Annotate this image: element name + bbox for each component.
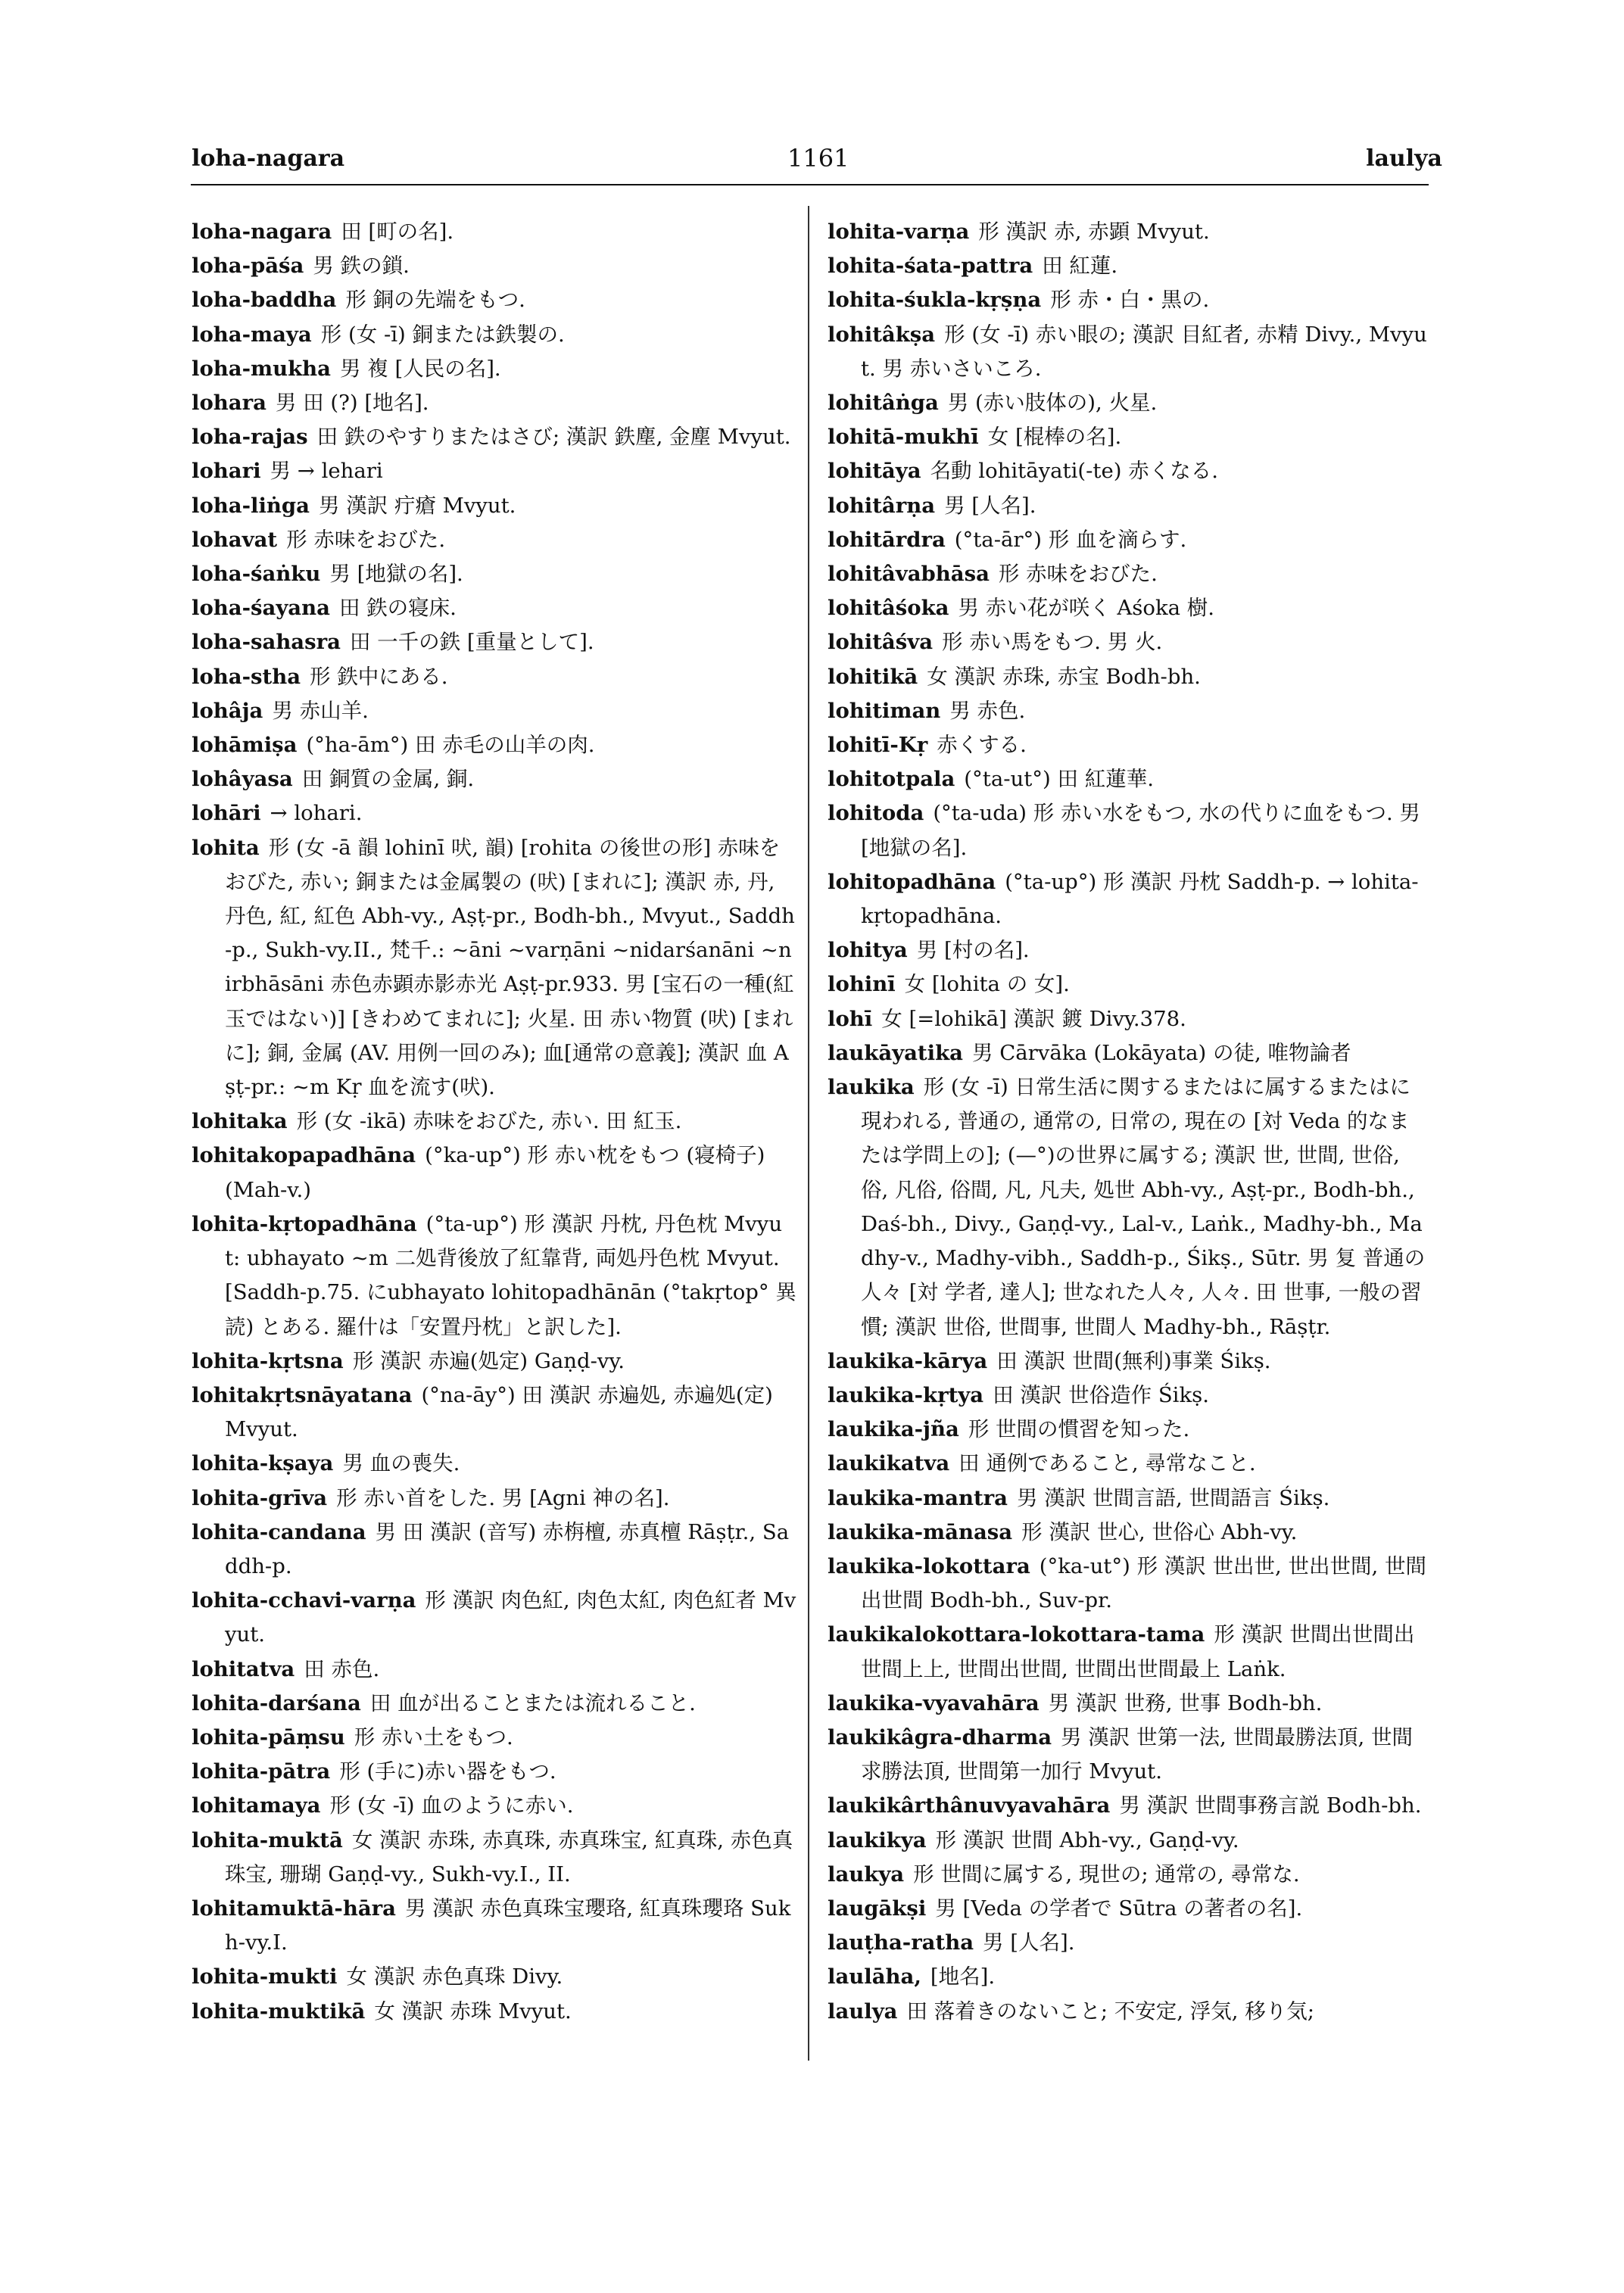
dictionary-entry bbox=[192, 1653, 797, 1687]
entry-headword: lohita-varṇa bbox=[828, 220, 970, 244]
dictionary-entry bbox=[192, 215, 797, 249]
entry-definition: 男 赤色. bbox=[949, 698, 1026, 723]
entry-headword: laukika-lokottara bbox=[828, 1553, 1030, 1578]
entry-headword: lohinī bbox=[828, 972, 896, 997]
entry-definition: 男 田 漢訳 (音写) 赤栴檀, 赤真檀 Rāṣṭr., Saddh-p. bbox=[225, 1519, 790, 1578]
entry-headword: laukāyatika bbox=[828, 1040, 963, 1065]
dictionary-entry bbox=[192, 318, 797, 352]
entry-headword: laukikya bbox=[828, 1827, 927, 1852]
dictionary-entry bbox=[192, 1824, 797, 1892]
dictionary-entry bbox=[828, 523, 1429, 557]
entry-definition: 形 赤い首をした. 男 [Agni 神の名]. bbox=[336, 1485, 670, 1510]
entry-definition: 形 赤味をおびた. bbox=[998, 562, 1158, 587]
dictionary-entry bbox=[828, 454, 1429, 488]
entry-headword: lohita-grīva bbox=[192, 1485, 328, 1510]
entry-definition: 形 赤い土をもつ. bbox=[354, 1724, 513, 1749]
dictionary-entry bbox=[192, 386, 797, 420]
dictionary-entry bbox=[192, 420, 797, 454]
entry-headword: laugākṣi bbox=[828, 1896, 927, 1921]
dictionary-entry bbox=[828, 1516, 1429, 1550]
entry-definition: (°ka-up°) 形 赤い枕をもつ (寝椅子) (Mah-v.) bbox=[225, 1143, 765, 1202]
entry-headword: loha-śaṅku bbox=[192, 562, 321, 587]
entry-definition: 男 [人名]. bbox=[983, 1930, 1075, 1955]
dictionary-entry bbox=[828, 386, 1429, 420]
dictionary-entry bbox=[828, 283, 1429, 317]
entry-definition: 名動 lohitāyati(-te) 赤くなる. bbox=[930, 459, 1218, 484]
entry-headword: lohita-pāṃsu bbox=[192, 1724, 345, 1749]
entry-headword: loha-rajas bbox=[192, 425, 308, 450]
entry-definition: 男 [人名]. bbox=[944, 493, 1036, 518]
entry-headword: lohitā-mukhī bbox=[828, 425, 979, 450]
entry-headword: loha-baddha bbox=[192, 288, 337, 313]
dictionary-entry bbox=[192, 1584, 797, 1652]
entry-definition: 女 漢訳 赤珠, 赤宝 Bodh-bh. bbox=[927, 664, 1201, 689]
entry-definition: 女 漢訳 赤珠 Mvyut. bbox=[374, 1999, 572, 2024]
dictionary-entry bbox=[192, 1207, 797, 1344]
entry-headword: lohitâvabhāsa bbox=[828, 562, 990, 587]
entry-definition: 田 紅蓮. bbox=[1042, 254, 1118, 279]
dictionary-entry bbox=[828, 1892, 1429, 1926]
dictionary-entry bbox=[828, 694, 1429, 728]
entry-definition: 男 漢訳 世間言語, 世間語言 Śikṣ. bbox=[1016, 1485, 1330, 1510]
entry-headword: laukikâgra-dharma bbox=[828, 1724, 1052, 1749]
entry-definition: (°ta-ut°) 田 紅蓮華. bbox=[964, 767, 1154, 792]
dictionary-entry bbox=[192, 831, 797, 1105]
dictionary-entry bbox=[192, 1789, 797, 1823]
entry-headword: laulāha, bbox=[828, 1964, 921, 1989]
entry-headword: lohitikā bbox=[828, 664, 918, 689]
entry-headword: loha-mukha bbox=[192, 356, 331, 381]
entry-headword: lohari bbox=[192, 459, 261, 484]
entry-definition: 形 赤い馬をもつ. 男 火. bbox=[942, 630, 1163, 655]
entry-headword: laukya bbox=[828, 1862, 905, 1886]
dictionary-entry bbox=[192, 1721, 797, 1755]
entry-headword: lohitāya bbox=[828, 459, 921, 484]
entry-headword: lohita-muktā bbox=[192, 1827, 343, 1852]
left-column bbox=[192, 215, 797, 2029]
dictionary-entry bbox=[828, 1995, 1429, 2029]
entry-headword: lohitya bbox=[828, 938, 908, 963]
entry-headword: laulya bbox=[828, 1999, 898, 2024]
entry-headword: lohitoda bbox=[828, 801, 924, 826]
entry-headword: lohitotpala bbox=[828, 767, 955, 792]
entry-headword: lohitâśoka bbox=[828, 596, 949, 621]
dictionary-entry bbox=[828, 933, 1429, 967]
entry-headword: lohita-darśana bbox=[192, 1690, 361, 1715]
entry-headword: lohita-kṛtsna bbox=[192, 1348, 344, 1373]
dictionary-entry bbox=[828, 1687, 1429, 1721]
dictionary-entry bbox=[192, 762, 797, 796]
entry-headword: loha-liṅga bbox=[192, 493, 310, 518]
column-divider bbox=[808, 206, 809, 2061]
dictionary-entry bbox=[828, 489, 1429, 523]
dictionary-entry bbox=[192, 454, 797, 488]
dictionary-entry bbox=[828, 215, 1429, 249]
dictionary-entry bbox=[192, 1379, 797, 1447]
dictionary-entry bbox=[192, 796, 797, 830]
entry-definition: 男 [地獄の名]. bbox=[329, 562, 463, 587]
dictionary-entry bbox=[828, 1344, 1429, 1379]
entry-headword: laukika bbox=[828, 1075, 915, 1100]
entry-headword: lohâja bbox=[192, 698, 263, 723]
entry-definition: 形 (女 -ī) 血のように赤い. bbox=[329, 1793, 574, 1818]
entry-definition: 形 (女 -ī) 銅または鉄製の. bbox=[320, 322, 565, 347]
entry-definition: 男 漢訳 世第一法, 世間最勝法頂, 世間求勝法頂, 世間第一加行 Mvyut. bbox=[861, 1724, 1413, 1784]
entry-headword: lohitâṅga bbox=[828, 391, 939, 416]
dictionary-entry bbox=[828, 318, 1429, 386]
entry-headword: laukika-jña bbox=[828, 1417, 959, 1442]
entry-definition: 男 複 [人民の名]. bbox=[339, 356, 501, 381]
dictionary-entry bbox=[828, 1721, 1429, 1789]
dictionary-entry bbox=[828, 1926, 1429, 1960]
dictionary-entry bbox=[828, 1618, 1429, 1686]
entry-headword: lohita-kṣaya bbox=[192, 1451, 334, 1476]
entry-definition: 男 Cārvāka (Lokāyata) の徒, 唯物論者 bbox=[971, 1040, 1351, 1065]
dictionary-entry bbox=[828, 1447, 1429, 1481]
dictionary-entry bbox=[192, 728, 797, 762]
dictionary-entry bbox=[828, 865, 1429, 933]
dictionary-entry bbox=[828, 1379, 1429, 1413]
page-number: 1161 bbox=[787, 144, 849, 173]
entry-headword: loha-maya bbox=[192, 322, 312, 347]
entry-headword: lohitârṇa bbox=[828, 493, 936, 518]
dictionary-entry bbox=[192, 1481, 797, 1516]
entry-headword: laukika-mānasa bbox=[828, 1519, 1013, 1544]
entry-headword: lohitatva bbox=[192, 1656, 295, 1681]
entry-definition: 田 落着きのないこと; 不安定, 浮気, 移り気; bbox=[906, 1999, 1314, 2024]
entry-headword: loha-sahasra bbox=[192, 630, 341, 655]
dictionary-entry bbox=[828, 1789, 1429, 1823]
entry-definition: 田 通例であること, 尋常なこと. bbox=[959, 1451, 1256, 1476]
dictionary-entry bbox=[828, 660, 1429, 694]
dictionary-entry bbox=[192, 1447, 797, 1481]
entry-definition: 女 漢訳 赤色真珠 Divy. bbox=[346, 1964, 563, 1989]
entry-headword: lohita bbox=[192, 835, 260, 860]
entry-definition: 男 鉄の鎖. bbox=[313, 254, 410, 279]
entry-definition: → lohari. bbox=[270, 801, 363, 826]
entry-definition: (°na-āy°) 田 漢訳 赤遍処, 赤遍処(定) Mvyut. bbox=[225, 1382, 773, 1442]
entry-definition: 形 世間に属する, 現世の; 通常の, 尋常な. bbox=[913, 1862, 1300, 1886]
dictionary-entry bbox=[828, 591, 1429, 625]
dictionary-entry bbox=[828, 1481, 1429, 1516]
dictionary-entry bbox=[192, 1344, 797, 1379]
header-rule bbox=[191, 184, 1429, 185]
entry-definition: 男 漢訳 赤色真珠宝瓔珞, 紅真珠瓔珞 Sukh-vy.I. bbox=[225, 1896, 791, 1955]
entry-definition: 男 漢訳 世務, 世事 Bodh-bh. bbox=[1048, 1690, 1323, 1715]
entry-headword: loha-nagara bbox=[192, 220, 332, 244]
dictionary-entry bbox=[828, 967, 1429, 1002]
entry-definition: 田 一千の鉄 [重量として]. bbox=[349, 630, 594, 655]
running-head-right: laulya bbox=[1366, 145, 1442, 172]
dictionary-entry bbox=[192, 694, 797, 728]
dictionary-entry bbox=[192, 352, 797, 386]
entry-headword: lohitaka bbox=[192, 1109, 288, 1134]
entry-headword: loha-pāśa bbox=[192, 254, 304, 279]
entry-definition: 男 [Veda の学者で Sūtra の著者の名]. bbox=[935, 1896, 1303, 1921]
entry-definition: (°ta-uda) 形 赤い水をもつ, 水の代りに血をもつ. 男 [地獄の名]. bbox=[861, 801, 1420, 860]
dictionary-entry bbox=[192, 489, 797, 523]
entry-headword: loha-stha bbox=[192, 664, 301, 689]
entry-definition: 形 漢訳 赤遍(処定) Gaṇḍ-vy. bbox=[352, 1348, 625, 1373]
entry-definition: 男 → lehari bbox=[270, 459, 383, 484]
entry-definition: 形 (女 -ī) 日常生活に関するまたはに属するまたはに現われる, 普通の, 通常の, 日常の, 現在の [対 Veda 的なまたは学問上の]; (—°)の世界に属する; 漢訳 世, 世間, 世俗, 俗, 凡俗, 俗間, 凡, 凡夫, 処世 Abh-vy., Aṣṭ-pr., Bodh-bh., Daś-bh., Divy., Gaṇḍ-vy., Lal-v., Laṅk., Madhy-bh., Madhy-v., Madhy-vibh., Saddh-p., Śikṣ., Sūtr. 男 复 普通の人々 [対 学者, 達人]; 世なれた人々, 人々. 田 世事, 一般の習慣; 漢訳 世俗, 世間事, 世間人 Madhy-bh., Rāṣṭr. bbox=[861, 1075, 1426, 1339]
entry-headword: lauṭha-ratha bbox=[828, 1930, 974, 1955]
entry-definition: 形 漢訳 世心, 世俗心 Abh-vy. bbox=[1021, 1519, 1298, 1544]
entry-headword: lohitiman bbox=[828, 698, 941, 723]
entry-definition: 形 漢訳 肉色紅, 肉色太紅, 肉色紅者 Mvyut. bbox=[225, 1588, 796, 1647]
dictionary-entry bbox=[828, 625, 1429, 659]
dictionary-entry bbox=[192, 1892, 797, 1960]
dictionary-entry bbox=[192, 660, 797, 694]
entry-headword: lohita-śukla-kṛṣṇa bbox=[828, 288, 1042, 313]
dictionary-entry bbox=[192, 1755, 797, 1789]
entry-definition: 男 (赤い肢体の), 火星. bbox=[947, 391, 1158, 416]
entry-definition: (°ta-ār°) 形 血を滴らす. bbox=[954, 527, 1187, 552]
entry-headword: lohita-candana bbox=[192, 1519, 366, 1544]
entry-definition: (°ta-up°) 形 漢訳 丹枕 Saddh-p. → lohita-kṛtopadhāna. bbox=[861, 869, 1419, 929]
entry-headword: lohitâkṣa bbox=[828, 322, 936, 347]
entry-definition: 形 銅の先端をもつ. bbox=[345, 288, 525, 313]
entry-definition: (°ka-ut°) 形 漢訳 世出世, 世出世間, 世間出世間 Bodh-bh., Suv-pr. bbox=[861, 1553, 1427, 1613]
dictionary-entry bbox=[192, 1139, 797, 1207]
dictionary-entry bbox=[192, 1104, 797, 1139]
entry-headword: lohāmiṣa bbox=[192, 733, 298, 758]
entry-headword: laukika-vyavahāra bbox=[828, 1690, 1040, 1715]
entry-headword: lohitâśva bbox=[828, 630, 934, 655]
entry-definition: 田 銅質の金属, 銅. bbox=[301, 767, 475, 792]
entry-headword: laukika-kṛtya bbox=[828, 1382, 984, 1407]
dictionary-entry bbox=[828, 1858, 1429, 1892]
dictionary-entry bbox=[192, 249, 797, 283]
entry-definition: (°ha-ām°) 田 赤毛の山羊の肉. bbox=[306, 733, 595, 758]
dictionary-entry bbox=[192, 523, 797, 557]
entry-definition: 形 漢訳 赤, 赤顕 Mvyut. bbox=[978, 220, 1210, 244]
entry-headword: lohita-kṛtopadhāna bbox=[192, 1211, 417, 1236]
entry-definition: 形 鉄中にある. bbox=[310, 664, 448, 689]
entry-headword: lohita-pātra bbox=[192, 1759, 331, 1784]
entry-definition: 形 (女 -ī) 赤い眼の; 漢訳 目紅者, 赤精 Divy., Mvyut. 男 赤いさいころ. bbox=[861, 322, 1427, 381]
entry-definition: 女 [棍棒の名]. bbox=[987, 425, 1122, 450]
dictionary-entry bbox=[828, 420, 1429, 454]
entry-definition: (°ta-up°) 形 漢訳 丹枕, 丹色枕 Mvyut: ubhayato ~m 二処背後放了紅靠背, 両処丹色枕 Mvyut. [Saddh-p.75. にubhayato lohitopadhānān (°takṛtop° 異読) とある. 羅什は「安置丹枕」と訳した]. bbox=[225, 1211, 796, 1339]
entry-definition: 形 世間の慣習を知った. bbox=[968, 1417, 1190, 1442]
dictionary-entry bbox=[192, 1516, 797, 1584]
entry-definition: 女 [lohita の 女]. bbox=[904, 972, 1070, 997]
entry-headword: lohâyasa bbox=[192, 767, 293, 792]
dictionary-entry bbox=[192, 557, 797, 591]
dictionary-entry bbox=[192, 1995, 797, 2029]
entry-headword: lohita-mukti bbox=[192, 1964, 338, 1989]
dictionary-entry bbox=[192, 1687, 797, 1721]
entry-definition: 田 [町の名]. bbox=[341, 220, 454, 244]
dictionary-entry bbox=[828, 796, 1429, 865]
entry-definition: 田 血が出ることまたは流れること. bbox=[369, 1690, 696, 1715]
entry-headword: lohara bbox=[192, 391, 267, 416]
entry-headword: lohitī-Kṛ bbox=[828, 733, 928, 758]
entry-headword: lohitopadhāna bbox=[828, 869, 996, 894]
entry-headword: laukikalokottara-lokottara-tama bbox=[828, 1622, 1205, 1647]
entry-definition: [地名]. bbox=[930, 1964, 996, 1989]
entry-definition: 田 漢訳 世俗造作 Śikṣ. bbox=[993, 1382, 1209, 1407]
dictionary-entry bbox=[828, 557, 1429, 591]
entry-headword: lohitamuktā-hāra bbox=[192, 1896, 396, 1921]
dictionary-entry bbox=[828, 249, 1429, 283]
entry-headword: laukikârthânuvyavahāra bbox=[828, 1793, 1111, 1818]
entry-definition: 田 鉄の寝床. bbox=[338, 596, 457, 621]
entry-headword: loha-śayana bbox=[192, 596, 330, 621]
entry-definition: 田 鉄のやすりまたはさび; 漢訳 鉄塵, 金塵 Mvyut. bbox=[316, 425, 791, 450]
entry-definition: 女 [=lohikā] 漢訳 鍍 Divy.378. bbox=[881, 1006, 1186, 1031]
dictionary-entry bbox=[192, 1960, 797, 1994]
entry-definition: 男 田 (?) [地名]. bbox=[275, 391, 429, 416]
dictionary-entry bbox=[828, 1960, 1429, 1994]
entry-definition: 形 赤・白・黒の. bbox=[1050, 288, 1210, 313]
dictionary-entry bbox=[828, 1550, 1429, 1618]
dictionary-entry bbox=[828, 1824, 1429, 1858]
entry-definition: 田 漢訳 世間(無利)事業 Śikṣ. bbox=[996, 1348, 1271, 1373]
dictionary-entry bbox=[828, 1002, 1429, 1036]
dictionary-entry bbox=[192, 591, 797, 625]
dictionary-entry bbox=[828, 1413, 1429, 1447]
entry-headword: lohitārdra bbox=[828, 527, 946, 552]
dictionary-entry bbox=[192, 283, 797, 317]
dictionary-entry bbox=[192, 625, 797, 659]
entry-headword: lohavat bbox=[192, 527, 278, 552]
dictionary-entry bbox=[828, 762, 1429, 796]
entry-headword: laukikatva bbox=[828, 1451, 950, 1476]
dictionary-entry bbox=[828, 728, 1429, 762]
entry-definition: 形 (女 -ā 韻 lohinī 吠, 韻) [rohita の後世の形] 赤味をおびた, 赤い; 銅または金属製の (吠) [まれに]; 漢訳 赤, 丹, 丹色, 紅, 紅色 Abh-vy., Aṣṭ-pr., Bodh-bh., Mvyut., Saddh-p., Sukh-vy.II., 梵千.: ~āni ~varṇāni ~nidarśanāni ~nirbhāsāni 赤色赤顕赤影赤光 Aṣṭ-pr.933. 男 [宝石の一種(紅玉ではない)] [きわめてまれに]; 火星. 田 赤い物質 (吠) [まれに]; 銅, 金属 (AV. 用例一回のみ); 血[通常の意義]; 漢訳 血 Aṣṭ-pr.: ~m Kṛ 血を流す(吠). bbox=[225, 835, 795, 1100]
entry-definition: 田 赤色. bbox=[304, 1656, 380, 1681]
entry-headword: lohita-śata-pattra bbox=[828, 254, 1033, 279]
entry-headword: lohita-cchavi-varṇa bbox=[192, 1588, 416, 1613]
entry-definition: 男 赤山羊. bbox=[272, 698, 369, 723]
running-head-left: loha-nagara bbox=[192, 145, 345, 172]
entry-headword: lohitakṛtsnāyatana bbox=[192, 1382, 413, 1407]
dictionary-entry bbox=[828, 1036, 1429, 1070]
entry-definition: 男 血の喪失. bbox=[342, 1451, 460, 1476]
entry-definition: 男 [村の名]. bbox=[916, 938, 1030, 963]
entry-headword: lohitamaya bbox=[192, 1793, 321, 1818]
entry-definition: 女 漢訳 赤珠, 赤真珠, 赤真珠宝, 紅真珠, 赤色真珠宝, 珊瑚 Gaṇḍ-vy., Sukh-vy.I., II. bbox=[225, 1827, 793, 1886]
dictionary-entry bbox=[828, 1070, 1429, 1344]
entry-definition: 形 (手に)赤い器をもつ. bbox=[339, 1759, 556, 1784]
entry-headword: lohī bbox=[828, 1006, 873, 1031]
entry-headword: lohāri bbox=[192, 801, 261, 826]
entry-definition: 形 赤味をおびた. bbox=[286, 527, 446, 552]
entry-definition: 男 漢訳 世間事務言説 Bodh-bh. bbox=[1119, 1793, 1422, 1818]
entry-headword: lohita-muktikā bbox=[192, 1999, 366, 2024]
entry-definition: 形 漢訳 世間 Abh-vy., Gaṇḍ-vy. bbox=[935, 1827, 1239, 1852]
right-column bbox=[828, 215, 1429, 2029]
entry-headword: laukika-mantra bbox=[828, 1485, 1008, 1510]
entry-definition: 男 漢訳 疔瘡 Mvyut. bbox=[318, 493, 516, 518]
entry-definition: 形 (女 -ikā) 赤味をおびた, 赤い. 田 紅玉. bbox=[296, 1109, 682, 1134]
entry-headword: lohitakopapadhāna bbox=[192, 1143, 416, 1168]
entry-definition: 赤くする. bbox=[937, 733, 1027, 758]
entry-definition: 男 赤い花が咲く Aśoka 樹. bbox=[958, 596, 1215, 621]
entry-headword: laukika-kārya bbox=[828, 1348, 988, 1373]
entry-definition: 形 漢訳 世間出世間出世間上上, 世間出世間, 世間出世間最上 Laṅk. bbox=[861, 1622, 1415, 1681]
